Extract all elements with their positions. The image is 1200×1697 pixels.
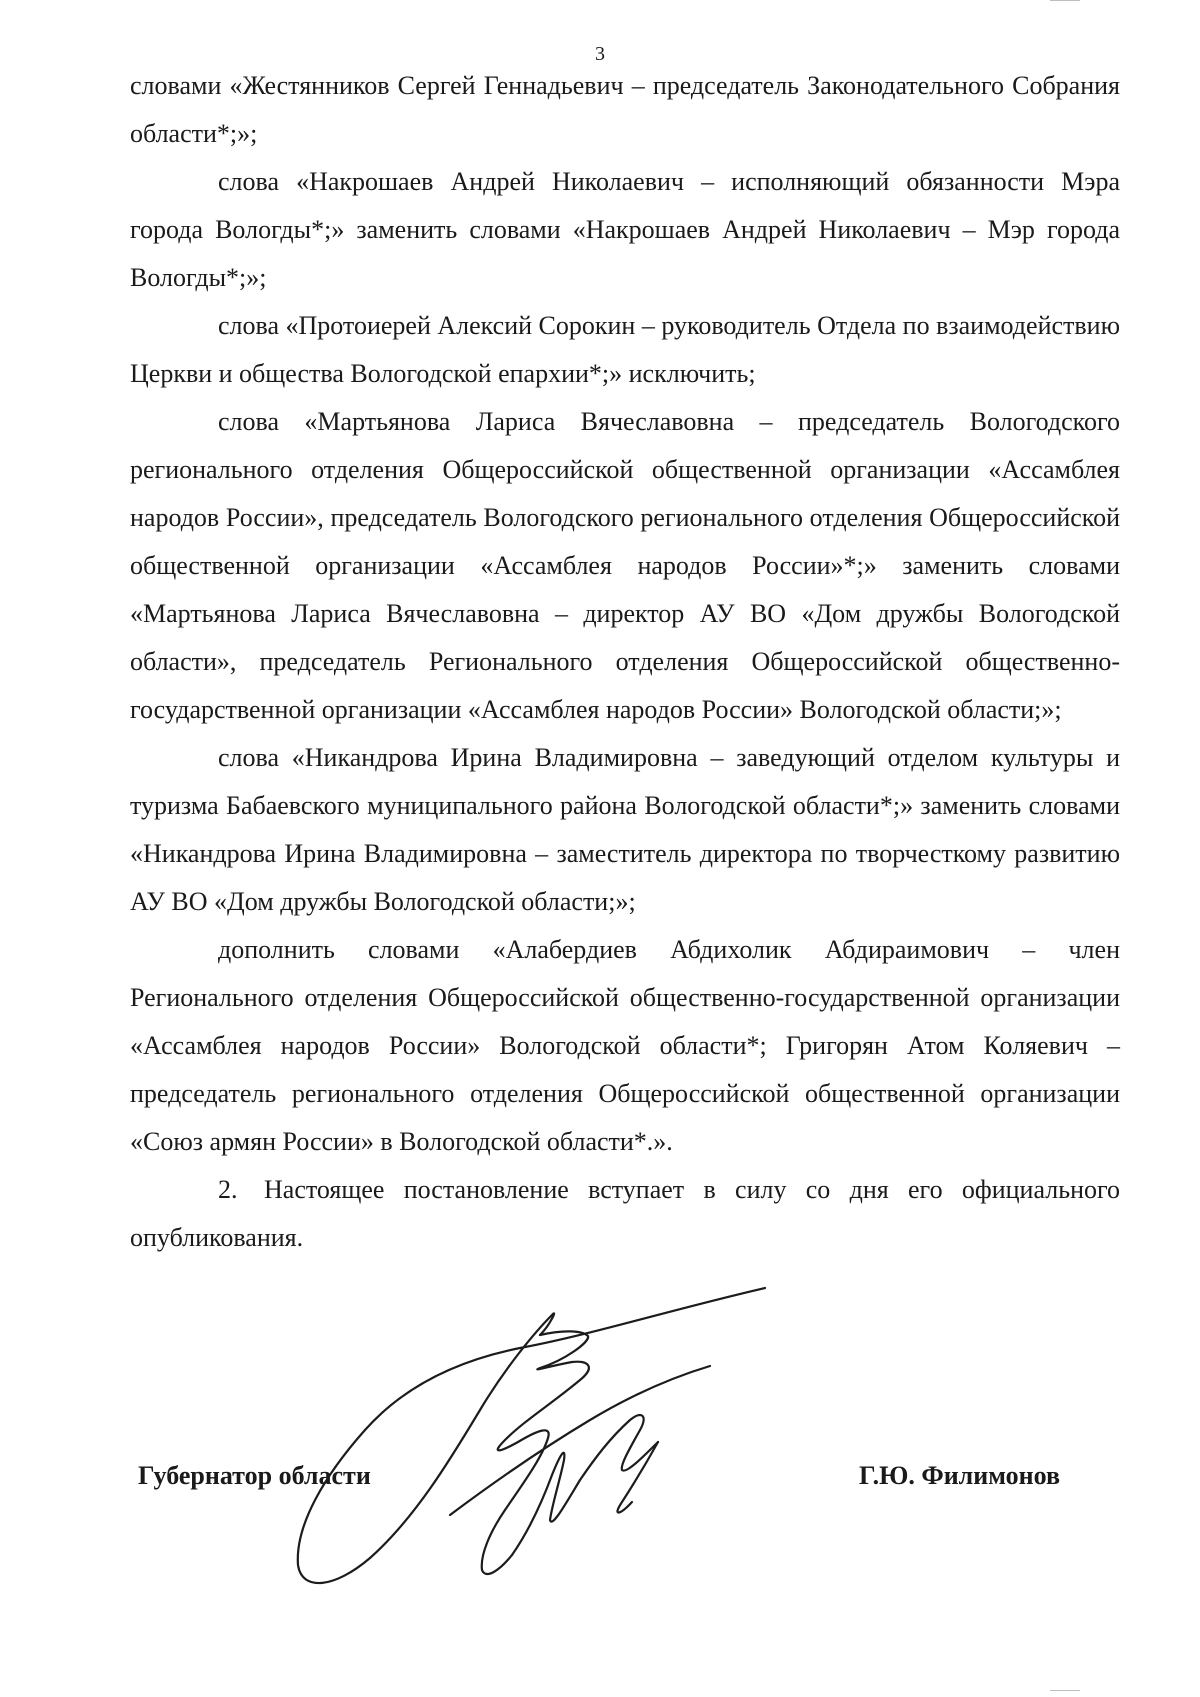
document-body (130, 62, 1120, 1262)
signer-position: Губернатор области (138, 1461, 371, 1490)
paragraph-3: слова «Протоиерей Алексий Сорокин – руководитель Отдела по взаимодействию Церкви и общества Вологодской епархии*;» исключить; (130, 311, 1120, 388)
clause-2-number: 2. (218, 1175, 238, 1204)
paragraph-4: слова «Мартьянова Лариса Вячеславовна – председатель Вологодского регионального отделения Общероссийской общественной организации «Ассамблея народов России», председатель Вологодского регионального отделения Общероссийской общественной организации «Ассамблея народов России»*;» заменить словами «Мартьянова Лариса Вячеславовна – директор АУ ВО «Дом дружбы Вологодской области», председатель Регионального отделения Общероссийской общественно-государственной организации «Ассамблея народов России» Вологодской области;»; (130, 407, 1120, 724)
page-number: 3 (595, 43, 605, 65)
paragraph-2: слова «Накрошаев Андрей Николаевич – исполняющий обязанности Мэра города Вологды*;» заменить словами «Накрошаев Андрей Николаевич – Мэр города Вологды*;»; (130, 167, 1120, 292)
corner-mark-bottom (1050, 1690, 1080, 1697)
paragraph-5: слова «Никандрова Ирина Владимировна – заведующий отделом культуры и туризма Бабаевского муниципального района Вологодской области*;» заменить словами «Никандрова Ирина Владимировна – заместитель директора по творчесткому развитию АУ ВО «Дом дружбы Вологодской области;»; (130, 743, 1120, 916)
paragraph-1: словами «Жестянников Сергей Геннадьевич – председатель Законодательного Собрания области*;»; (130, 71, 1120, 148)
clause-2 (130, 1166, 1120, 1262)
clause-2-text: Настоящее постановление вступает в силу со дня его официального опубликования. (130, 1175, 1120, 1252)
paragraph-6: дополнить словами «Алабердиев Абдихолик Абдираимович – член Регионального отделения Общероссийской общественно-государственной организации «Ассамблея народов России» Вологодской области*; Григорян Атом Коляевич – председатель регионального отделения Общероссийской общественной организации «Союз армян России» в Вологодской области*.». (130, 935, 1120, 1156)
corner-mark-top (1050, 0, 1080, 7)
signer-name: Г.Ю. Филимонов (858, 1461, 1060, 1490)
handwritten-signature (290, 1270, 770, 1600)
